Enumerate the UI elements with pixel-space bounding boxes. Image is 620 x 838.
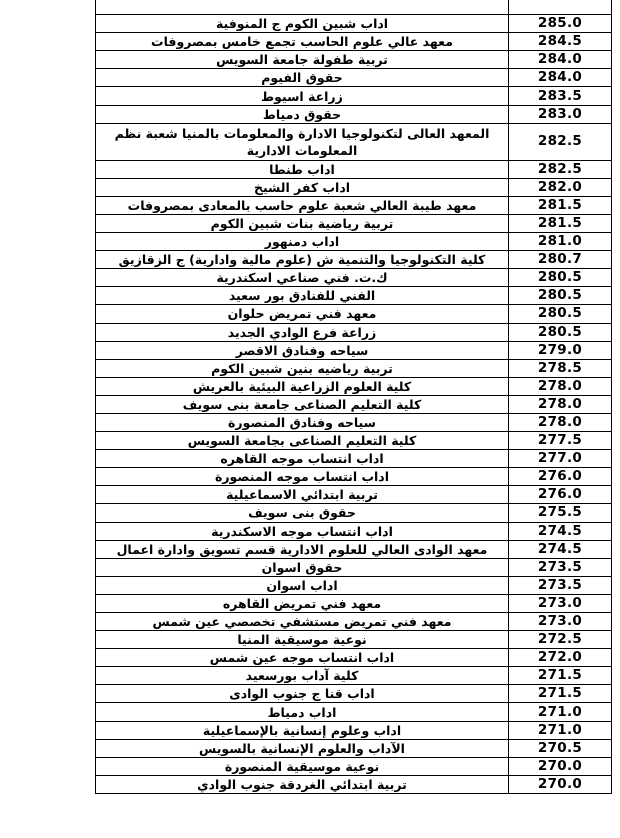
- table-row: [96, 214, 612, 232]
- table-row: [96, 721, 612, 739]
- table-row: [96, 0, 612, 15]
- faculty-name-cell: اداب انتساب موجه القاهره: [96, 450, 509, 468]
- table-row: [96, 667, 612, 685]
- score-cell: 281.5: [509, 214, 612, 232]
- faculty-name-cell: اداب اسوان: [96, 576, 509, 594]
- faculty-name-cell: تربية ابتدائي الاسماعيلية: [96, 486, 509, 504]
- table-row: [96, 123, 612, 160]
- score-cell: 278.5: [509, 359, 612, 377]
- table-row: [96, 613, 612, 631]
- faculty-name-cell: تربية ابتدائي الغردقة جنوب الوادي: [96, 775, 509, 793]
- score-cell: 276.0: [509, 486, 612, 504]
- score-cell: 284.0: [509, 69, 612, 87]
- faculty-name-cell: كلية آداب بورسعيد: [96, 667, 509, 685]
- table-row: [96, 576, 612, 594]
- table-row: [96, 69, 612, 87]
- table-row: [96, 395, 612, 413]
- table-row: [96, 703, 612, 721]
- table-row: [96, 522, 612, 540]
- score-cell: 274.5: [509, 522, 612, 540]
- score-cell: 280.5: [509, 305, 612, 323]
- table-row: [96, 540, 612, 558]
- table-row: [96, 33, 612, 51]
- score-cell: 281.0: [509, 233, 612, 251]
- faculty-name-cell: حقوق دمياط: [96, 105, 509, 123]
- faculty-name-cell: [96, 0, 509, 15]
- faculty-name-cell: الفني للفنادق بور سعيد: [96, 287, 509, 305]
- table-row: [96, 504, 612, 522]
- score-cell: 271.0: [509, 703, 612, 721]
- table-row: [96, 685, 612, 703]
- score-cell: 278.0: [509, 395, 612, 413]
- scores-table: [95, 0, 612, 794]
- score-cell: 280.7: [509, 251, 612, 269]
- faculty-name-cell: كلية التكنولوجيا والتنمية ش (علوم مالية وادارية) ج الزقازيق: [96, 251, 509, 269]
- score-cell: 282.5: [509, 160, 612, 178]
- faculty-name-cell: معهد فني تمريض مستشفي تخصصي عين شمس: [96, 613, 509, 631]
- table-row: [96, 323, 612, 341]
- score-cell: 273.0: [509, 613, 612, 631]
- table-row: [96, 160, 612, 178]
- faculty-name-cell: حقوق الفيوم: [96, 69, 509, 87]
- faculty-name-cell: الآداب والعلوم الإنسانية بالسويس: [96, 739, 509, 757]
- score-cell: 277.0: [509, 450, 612, 468]
- table-row: [96, 233, 612, 251]
- table-row: [96, 649, 612, 667]
- table-row: [96, 178, 612, 196]
- table-row: [96, 251, 612, 269]
- table-row: [96, 359, 612, 377]
- faculty-name-cell: نوعية موسيقية المنيا: [96, 631, 509, 649]
- score-cell: 271.0: [509, 721, 612, 739]
- table-row: [96, 486, 612, 504]
- score-cell: 283.0: [509, 105, 612, 123]
- faculty-name-cell: اداب انتساب موجه المنصورة: [96, 468, 509, 486]
- score-cell: 278.0: [509, 377, 612, 395]
- table-row: [96, 287, 612, 305]
- score-cell: 272.0: [509, 649, 612, 667]
- table-row: [96, 51, 612, 69]
- score-cell: 270.0: [509, 775, 612, 793]
- table-row: [96, 432, 612, 450]
- table-row: [96, 631, 612, 649]
- faculty-name-cell: اداب قنا ج جنوب الوادى: [96, 685, 509, 703]
- score-cell: 273.5: [509, 558, 612, 576]
- table-row: [96, 594, 612, 612]
- score-cell: 278.0: [509, 413, 612, 431]
- faculty-name-cell: معهد فني تمريض حلوان: [96, 305, 509, 323]
- score-cell: 277.5: [509, 432, 612, 450]
- faculty-name-cell: نوعية موسيقية المنصورة: [96, 757, 509, 775]
- score-cell: 285.0: [509, 15, 612, 33]
- table-row: [96, 87, 612, 105]
- faculty-name-cell: اداب طنطا: [96, 160, 509, 178]
- score-cell: 281.5: [509, 196, 612, 214]
- faculty-name-cell: سياحه وفنادق الاقصر: [96, 341, 509, 359]
- faculty-name-cell: اداب وعلوم إنسانية بالإسماعيلية: [96, 721, 509, 739]
- faculty-name-cell: حقوق بنى سويف: [96, 504, 509, 522]
- faculty-name-cell: اداب انتساب موجه الاسكندرية: [96, 522, 509, 540]
- faculty-name-cell: تربية رياضية بنات شبين الكوم: [96, 214, 509, 232]
- faculty-name-cell: معهد الوادى العالي للعلوم الادارية قسم تسويق وادارة اعمال: [96, 540, 509, 558]
- score-cell: 282.0: [509, 178, 612, 196]
- table-row: [96, 413, 612, 431]
- faculty-name-cell: زراعة فرع الوادي الجديد: [96, 323, 509, 341]
- score-cell: 271.5: [509, 667, 612, 685]
- score-cell: 276.0: [509, 468, 612, 486]
- faculty-name-cell: اداب دمياط: [96, 703, 509, 721]
- faculty-name-cell: كلية العلوم الزراعية البيئية بالعريش: [96, 377, 509, 395]
- score-cell: 280.5: [509, 269, 612, 287]
- table-row: [96, 269, 612, 287]
- faculty-name-cell: كلية التعليم الصناعى بجامعة السويس: [96, 432, 509, 450]
- faculty-name-cell: اداب كفر الشيخ: [96, 178, 509, 196]
- faculty-name-cell: تربية رياضيه بنين شبين الكوم: [96, 359, 509, 377]
- score-cell: 272.5: [509, 631, 612, 649]
- score-cell: 274.5: [509, 540, 612, 558]
- table-row: [96, 196, 612, 214]
- table-row: [96, 15, 612, 33]
- score-cell: 270.5: [509, 739, 612, 757]
- score-cell: [509, 0, 612, 15]
- faculty-name-cell: كلية التعليم الصناعى جامعة بنى سويف: [96, 395, 509, 413]
- table-row: [96, 757, 612, 775]
- faculty-name-cell: اداب دمنهور: [96, 233, 509, 251]
- table-row: [96, 305, 612, 323]
- score-cell: 275.5: [509, 504, 612, 522]
- table-row: [96, 558, 612, 576]
- score-cell: 270.0: [509, 757, 612, 775]
- faculty-name-cell: تربية طفولة جامعة السويس: [96, 51, 509, 69]
- table-row: [96, 468, 612, 486]
- faculty-name-cell: حقوق اسوان: [96, 558, 509, 576]
- faculty-name-cell: اداب شبين الكوم ج المنوفية: [96, 15, 509, 33]
- faculty-name-cell: سياحه وفنادق المنصورة: [96, 413, 509, 431]
- score-cell: 280.5: [509, 323, 612, 341]
- faculty-name-cell: ك.ت. فني صناعي اسكندرية: [96, 269, 509, 287]
- score-cell: 280.5: [509, 287, 612, 305]
- table-row: [96, 450, 612, 468]
- score-cell: 273.5: [509, 576, 612, 594]
- score-cell: 284.0: [509, 51, 612, 69]
- faculty-name-cell: معهد عالي علوم الحاسب تجمع خامس بمصروفات: [96, 33, 509, 51]
- score-cell: 273.0: [509, 594, 612, 612]
- faculty-name-cell: معهد فني تمريض القاهره: [96, 594, 509, 612]
- faculty-name-cell: المعهد العالى لتكنولوجيا الادارة والمعلومات بالمنيا شعبة نظم المعلومات الادارية: [96, 123, 509, 160]
- table-row: [96, 775, 612, 793]
- table-row: [96, 739, 612, 757]
- faculty-name-cell: زراعة اسيوط: [96, 87, 509, 105]
- table-row: [96, 341, 612, 359]
- score-cell: 271.5: [509, 685, 612, 703]
- table-row: [96, 377, 612, 395]
- score-cell: 282.5: [509, 123, 612, 160]
- score-cell: 279.0: [509, 341, 612, 359]
- faculty-name-cell: معهد طيبة العالي شعبة علوم حاسب بالمعادى بمصروفات: [96, 196, 509, 214]
- table-row: [96, 105, 612, 123]
- score-cell: 284.5: [509, 33, 612, 51]
- score-cell: 283.5: [509, 87, 612, 105]
- faculty-name-cell: اداب انتساب موجه عين شمس: [96, 649, 509, 667]
